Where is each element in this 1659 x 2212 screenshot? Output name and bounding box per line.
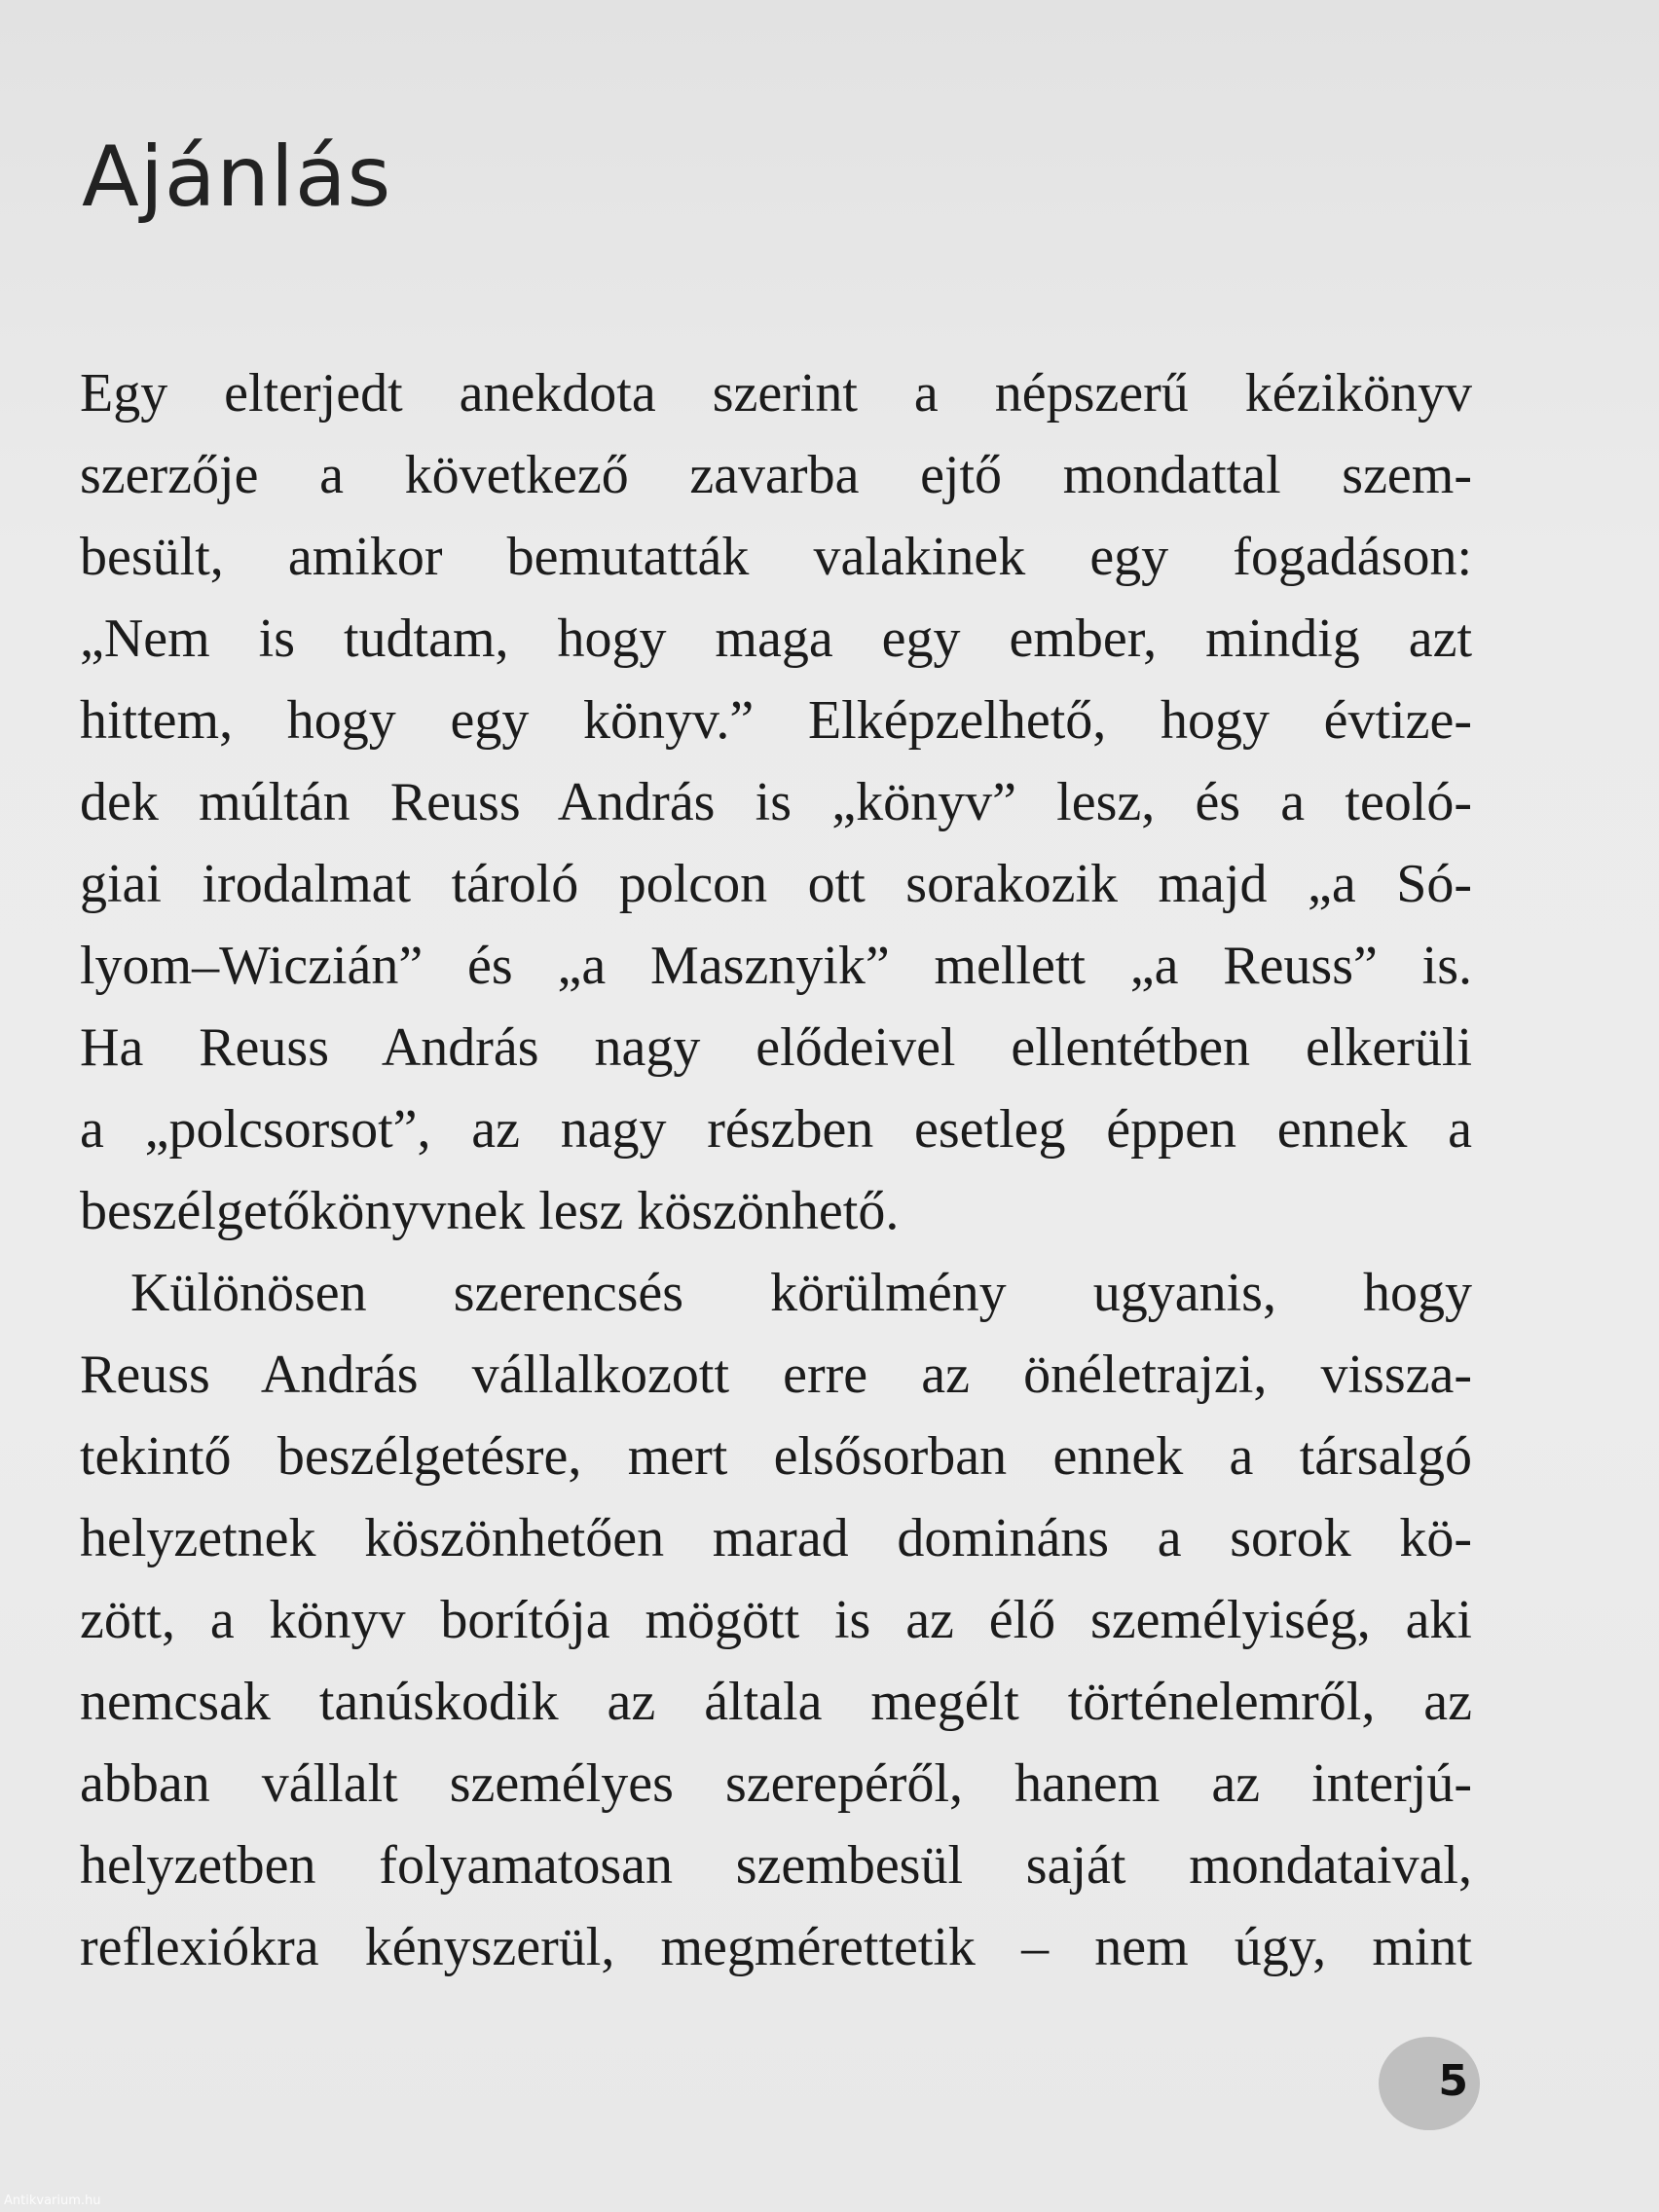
text-line: lyom–Wiczián” és „a Masznyik” mellett „a Reuss” is.	[80, 936, 1472, 996]
chapter-heading: Ajánlás	[82, 129, 392, 226]
text-line: Egy elterjedt anekdota szerint a népszerű kézikönyv	[80, 363, 1472, 424]
text-line: Reuss András vállalkozott erre az önéletrajzi, vissza-	[80, 1345, 1472, 1405]
text-line: a „polcsorsot”, az nagy részben esetleg éppen ennek a	[80, 1099, 1472, 1160]
text-line: „Nem is tudtam, hogy maga egy ember, mindig azt	[80, 608, 1472, 669]
text-line: reflexiókra kényszerül, megmérettetik – nem úgy, mint	[80, 1917, 1472, 1977]
text-line: zött, a könyv borítója mögött is az élő személyiség, aki	[80, 1590, 1472, 1650]
text-line: hittem, hogy egy könyv.” Elképzelhető, hogy évtize-	[80, 690, 1472, 751]
text-line: tekintő beszélgetésre, mert elsősorban ennek a társalgó	[80, 1426, 1472, 1487]
text-line: Különösen szerencsés körülmény ugyanis, hogy	[130, 1263, 1472, 1323]
text-line: nemcsak tanúskodik az általa megélt történelemről, az	[80, 1672, 1472, 1732]
text-line: besült, amikor bemutatták valakinek egy fogadáson:	[80, 527, 1472, 587]
text-line: giai irodalmat tároló polcon ott sorakozik majd „a Só-	[80, 854, 1472, 914]
body-text	[80, 352, 1472, 1988]
text-line: beszélgetőkönyvnek lesz köszönhető.	[80, 1181, 900, 1241]
text-line: Ha Reuss András nagy elődeivel ellentétben elkerüli	[80, 1017, 1472, 1078]
page-number: 5	[1438, 2056, 1468, 2106]
page-number-badge	[1379, 2037, 1480, 2130]
text-line: abban vállalt személyes szerepéről, hanem az interjú-	[80, 1753, 1472, 1814]
watermark: Antikvarium.hu	[4, 2194, 101, 2208]
text-line: szerzője a következő zavarba ejtő mondattal szem-	[80, 445, 1472, 505]
text-line: helyzetnek köszönhetően marad domináns a sorok kö-	[80, 1508, 1472, 1568]
text-line: helyzetben folyamatosan szembesül saját mondataival,	[80, 1835, 1472, 1896]
text-line: dek múltán Reuss András is „könyv” lesz, és a teoló-	[80, 772, 1472, 832]
